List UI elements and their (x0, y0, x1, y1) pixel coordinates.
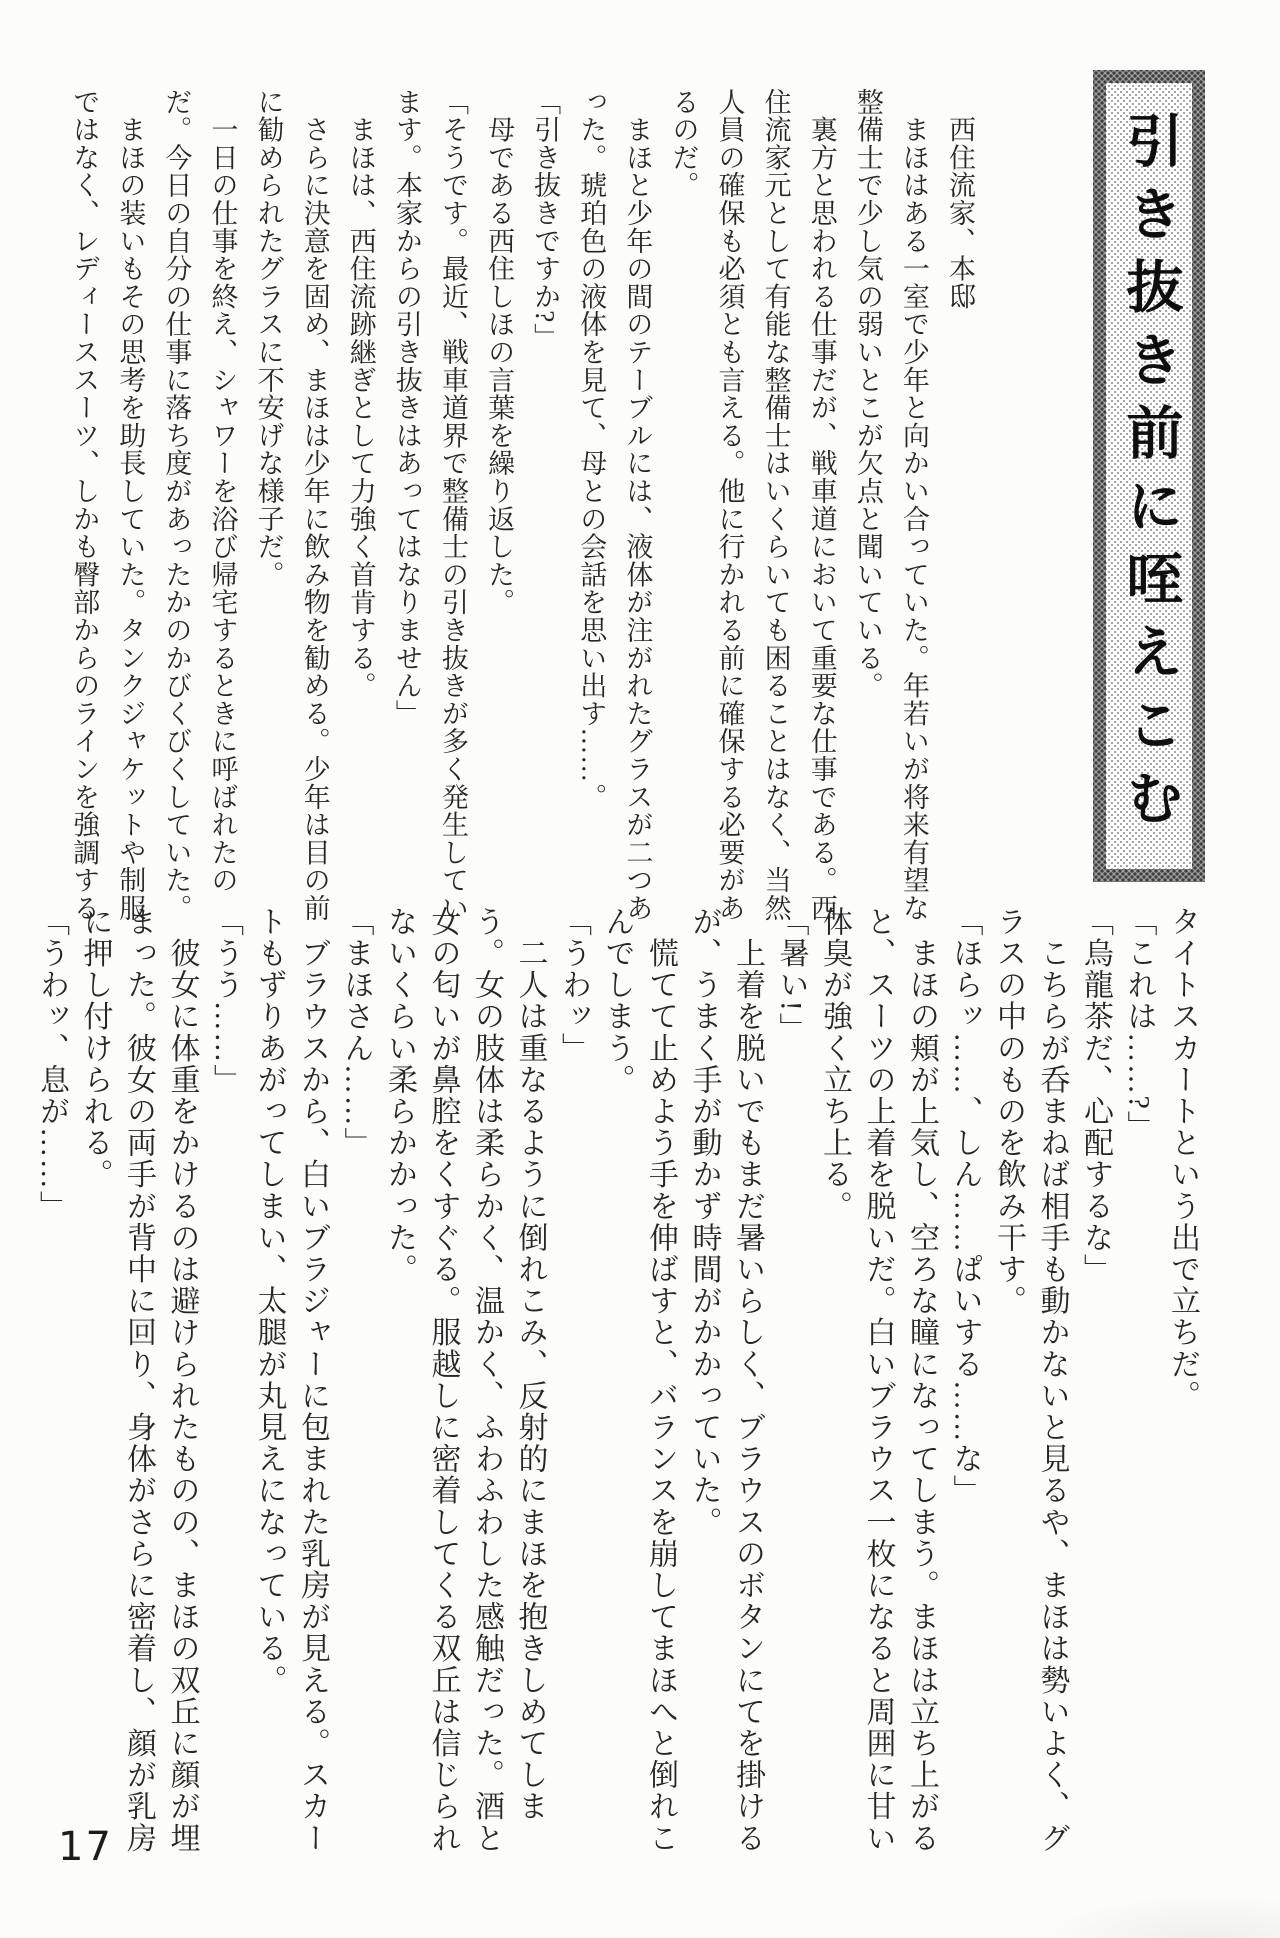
text-line: 慌てて止めよう手を伸ばすと、バランスを崩してまほへと倒れこ (644, 906, 677, 1854)
text-line: んでしまう。 (600, 906, 634, 1096)
text-line: まった。彼女の両手が背中に回り、身体がさらに密着し、顔が乳房 (122, 906, 155, 1854)
text-line: トもずりあがってしまい、太腿が丸見えになっている。 (252, 906, 286, 1696)
text-line: まほはある一室で少年と向かい合っていた。年若いが将来有望な (898, 88, 929, 922)
text-line: 西住流家、本邸 (945, 88, 975, 311)
text-line: タイトスカートという出で立ちだ。 (1166, 906, 1199, 1412)
text-line: 一日の仕事を終え、シャワーを浴び帰宅するときに呼ばれたの (207, 88, 238, 895)
text-line: だ。今日の自分の仕事に落ち度があったかのかびくびくしていた。 (161, 88, 192, 922)
text-line: が、うまく手が動かず時間がかかっていた。 (687, 906, 721, 1538)
page-number: 17 (58, 1824, 113, 1870)
text-line: ます。本家からの引き抜きはあってはなりません」 (391, 88, 422, 728)
chapter-title-banner-inner (1106, 83, 1192, 869)
text-line: るのだ。 (668, 88, 699, 200)
text-line: った。琥珀色の液体を見て、母との会話を思い出す……。 (576, 88, 607, 811)
scan-smudge (1040, 1894, 1280, 1938)
chapter-title-banner (1093, 70, 1205, 882)
text-line: 「まほさん……」 (339, 906, 373, 1159)
story-text-bottom (28, 906, 1204, 1888)
text-line: 「うう……」 (209, 906, 242, 1096)
text-line: まほの装いもその思考を助長していた。タンクジャケットや制服 (115, 88, 146, 922)
text-line: 「ほらッ……、しん……ぱいする……な」 (948, 906, 982, 1507)
text-line: さらに決意を固め、まほは少年に飲み物を勧める。少年は目の前 (299, 88, 330, 922)
text-line: 女の匂いが鼻腔をくすぐる。服越しに密着してくる双丘は信じられ (426, 906, 460, 1854)
text-line: ラスの中のものを飲み干す。 (992, 906, 1025, 1317)
text-line: 二人は重なるように倒れこみ、反射的にまほを抱きしめてしま (513, 906, 547, 1823)
text-line: ブラウスから、白いブラジャーに包まれた乳房が見える。スカー (296, 906, 329, 1854)
text-line: に押し付けられる。 (78, 906, 112, 1191)
text-line: う。女の肢体は柔らかく、温かく、ふわふわした感触だった。酒と (470, 906, 503, 1854)
chapter-title: 引き抜き前に咥えこむ (1118, 111, 1181, 841)
text-line: と、スーツの上着を脱いだ。白いブラウス一枚になると周囲に甘い (861, 906, 895, 1854)
text-line: 「これは……?」 (1122, 906, 1156, 1143)
text-line: 人員の確保も必須とも言える。他に行かれる前に確保する必要があ (714, 88, 745, 922)
text-line: 住流家元として有能な整備士はいくらいても困ることはなく、当然 (760, 88, 791, 922)
text-line: ではなく、レディーススーツ、しかも臀部からのラインを強調する (69, 88, 100, 922)
text-line: まほと少年の間のテーブルには、液体が注がれたグラスが二つあ (622, 88, 653, 922)
text-line: 彼女に体重をかけるのは避けられたものの、まほの双丘に顔が埋 (165, 906, 199, 1854)
text-line: 「うわッ」 (557, 906, 590, 1064)
text-line: 「烏龍茶だ、心配するな」 (1079, 906, 1112, 1286)
text-line: 「引き抜きですか?」 (530, 88, 561, 351)
text-line: ないくらい柔らかかった。 (383, 906, 416, 1286)
text-line: 「うわッ、息が……」 (35, 906, 68, 1222)
text-line: 体臭が強く立ち上る。 (818, 906, 851, 1222)
text-line: に勧められたグラスに不安げな様子だ。 (253, 88, 284, 589)
text-line: 「そうです。最近、戦車道界で整備士の引き抜きが多く発生してい (437, 88, 468, 922)
text-line: まほの頬が上気し、空ろな瞳になってしまう。まほは立ち上がる (905, 906, 938, 1854)
text-line: こちらが呑まねば相手も動かないと見るや、まほは勢いよく、グ (1035, 906, 1069, 1854)
text-line: まほは、西住流跡継ぎとして力強く首肯する。 (345, 88, 376, 700)
text-line: 「暑い!」 (774, 906, 808, 1044)
text-line: 上着を脱いでもまだ暑いらしく、ブラウスのボタンにてを掛ける (731, 906, 764, 1854)
text-line: 裏方と思われる仕事だが、戦車道において重要な仕事である。西 (806, 88, 837, 922)
story-text-top (61, 88, 983, 926)
text-line: 母である西住しほの言葉を繰り返した。 (484, 88, 515, 617)
text-line: 整備士で少し気の弱いとこが欠点と聞いている。 (852, 88, 883, 700)
